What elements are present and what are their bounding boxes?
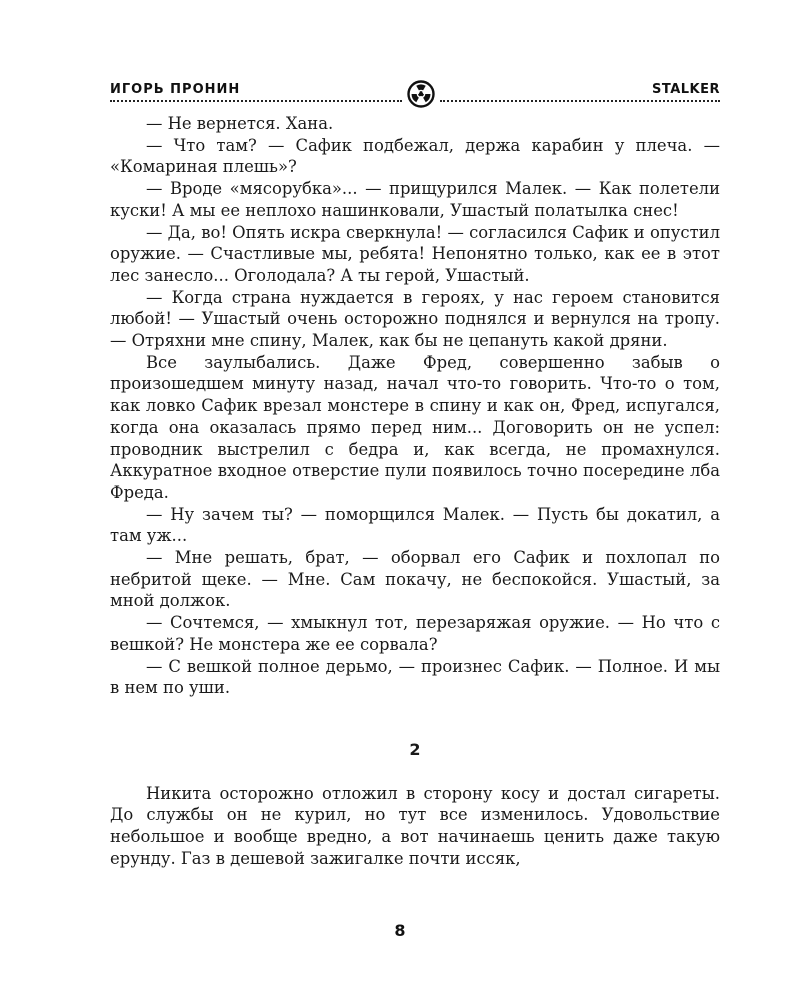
paragraph: — Сочтемся, — хмыкнул тот, перезаряжая оружие. — Но что с вешкой? Не монстера же ее сорвала? bbox=[110, 613, 720, 654]
paragraph: Никита осторожно отложил в сторону косу и достал сигареты. До службы он не курил, но тут все изменилось. Удовольствие небольшое и вообще вредно, а вот начинаешь ценить даже такую ерунду. Газ в дешевой зажигалке почти иссяк, bbox=[110, 783, 720, 868]
paragraph: — Мне решать, брат, — оборвал его Сафик и похлопал по небритой щеке. — Мне. Сам покачу, не беспокойся. Ушастый, за мной должок. bbox=[110, 548, 720, 611]
paragraph: — Что там? — Сафик подбежал, держа карабин у плеча. — «Комариная плешь»? bbox=[110, 135, 720, 177]
running-header bbox=[110, 78, 720, 106]
paragraph: — Вроде «мясорубка»... — прищурился Малек. — Как полетели куски! А мы ее неплохо нашинковали, Ушастый полатылка снес! bbox=[110, 179, 720, 220]
paragraph: — Да, во! Опять искра сверкнула! — согласился Сафик и опустил оружие. — Счастливые мы, ребята! Непонятно только, как ее в этот лес занесло... Оголодала? А ты герой, Ушастый. bbox=[110, 222, 720, 285]
header-rule-left bbox=[110, 100, 402, 102]
radiation-icon bbox=[407, 80, 435, 108]
chapter-heading: 2 bbox=[409, 739, 421, 759]
paragraph: — С вешкой полное дерьмо, — произнес Сафик. — Полное. И мы в нем по уши. bbox=[110, 656, 720, 698]
paragraph: — Ну зачем ты? — поморщился Малек. — Пусть бы докатил, а там уж... bbox=[110, 504, 720, 546]
author-name: ИГОРЬ ПРОНИН bbox=[110, 82, 241, 97]
paragraph: — Не вернется. Хана. bbox=[146, 114, 334, 133]
page-number: 8 bbox=[394, 921, 406, 940]
body-text bbox=[110, 113, 720, 870]
series-name: STALKER bbox=[651, 82, 720, 97]
header-rule-right bbox=[440, 100, 720, 102]
paragraph: Все заулыбались. Даже Фред, совершенно забыв о произошедшем минуту назад, начал что-то говорить. Что-то о том, как ловко Сафик врезал монстере в спину и как он, Фред, испугался, когда она оказалась прямо перед ним... Договорить он не успел: проводник выстрелил с бедра и, как всегда, не промахнулся. Аккуратное входное отверстие пули появилось точно посередине лба Фреда. bbox=[110, 352, 720, 502]
paragraph: — Когда страна нуждается в героях, у нас героем становится любой! — Ушастый очень осторожно поднялся и вернулся на тропу. — Отряхни мне спину, Малек, как бы не цепануть какой дряни. bbox=[110, 287, 720, 351]
